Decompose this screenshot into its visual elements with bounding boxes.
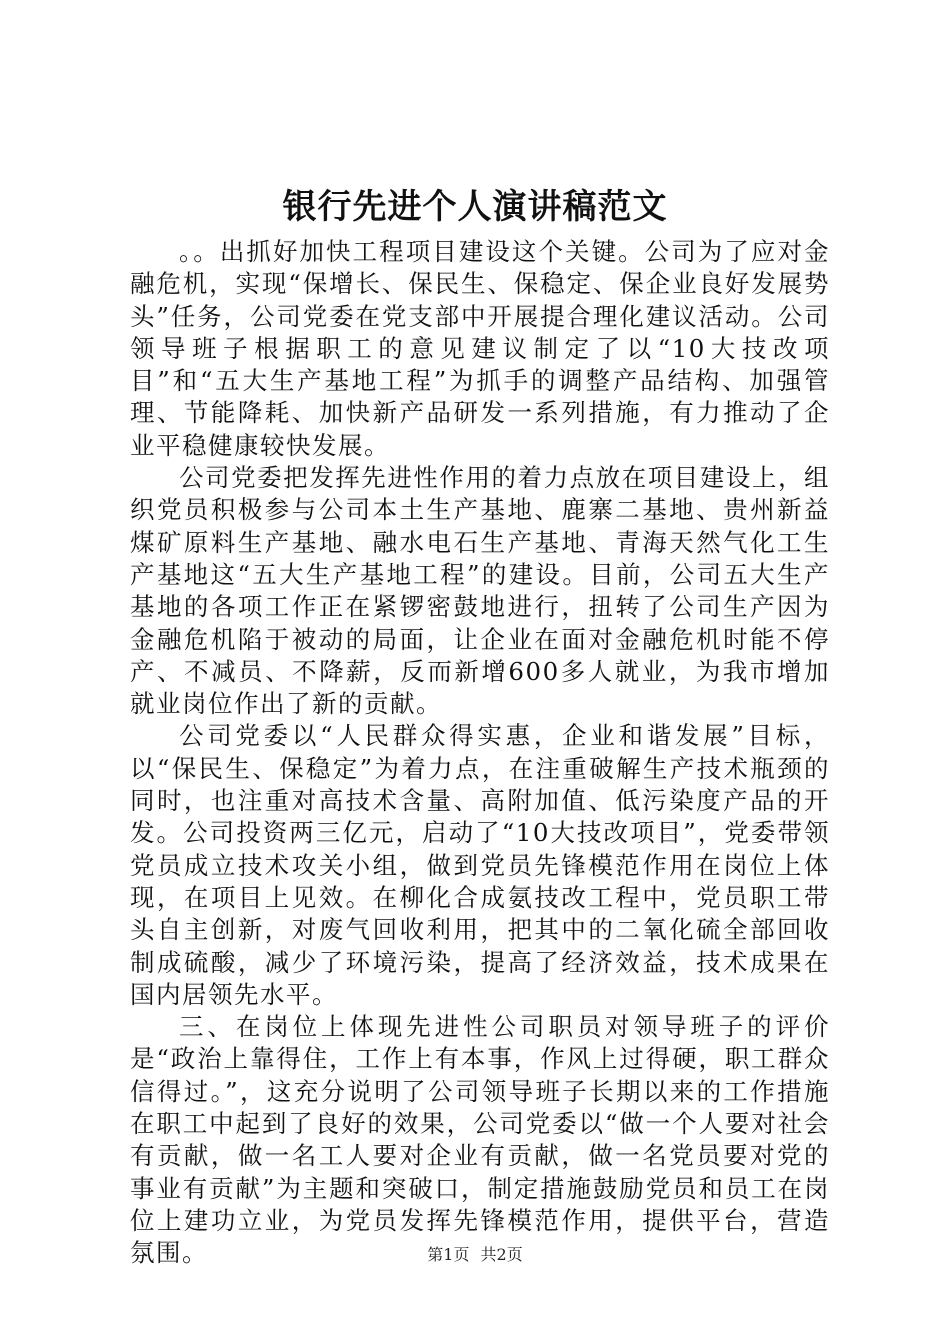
paragraph-1: 。。出抓好加快工程项目建设这个关键。公司为了应对金融危机，实现“保增长、保民生、保稳定、保企业良好发展势头”任务，公司党委在党支部中开展提合理化建议活动。公司领导班子根据职工的意见建议制定了以“10大技改项目”和“五大生产基地工程”为抓手的调整产品结构、加强管理、节能降耗、加快新产品研发一系列措施，有力推动了企业平稳健康较快发展。 (130, 237, 830, 460)
document-title: 银行先进个人演讲稿范文 (282, 187, 668, 227)
document-body (130, 236, 830, 1270)
page-footer (0, 1243, 950, 1267)
paragraph-2: 公司党委把发挥先进性作用的着力点放在项目建设上，组织党员积极参与公司本土生产基地、鹿寨二基地、贵州新益煤矿原料生产基地、融水电石生产基地、青海天然气化工生产基地这“五大生产基地工程”的建设。目前，公司五大生产基地的各项工作正在紧锣密鼓地进行，扭转了公司生产因为金融危机陷于被动的局面，让企业在面对金融危机时能不停产、不减员、不降薪，反而新增600多人就业，为我市增加就业岗位作出了新的贡献。 (130, 463, 830, 719)
paragraph-3: 公司党委以“人民群众得实惠，企业和谐发展”目标，以“保民生、保稳定”为着力点，在注重破解生产技术瓶颈的同时，也注重对高技术含量、高附加值、低污染度产品的开发。公司投资两三亿元，启动了“10大技改项目”，党委带领党员成立技术攻关小组，做到党员先锋模范作用在岗位上体现，在项目上见效。在柳化合成氨技改工程中，党员职工带头自主创新，对废气回收利用，把其中的二氧化硫全部回收制成硫酸，减少了环境污染，提高了经济效益，技术成果在国内居领先水平。 (130, 721, 830, 1009)
paragraph-4: 三、在岗位上体现先进性公司职员对领导班子的评价是“政治上靠得住，工作上有本事，作风上过得硬，职工群众信得过。”，这充分说明了公司领导班子长期以来的工作措施在职工中起到了良好的效果，公司党委以“做一个人要对社会有贡献，做一名工人要对企业有贡献，做一名党员要对党的事业有贡献”为主题和突破口，制定措施鼓励党员和员工在岗位上建功立业，为党员发挥先锋模范作用，提供平台，营造氛围。 (130, 1012, 830, 1268)
total-page-count: 共2页 (480, 1245, 523, 1264)
current-page-number: 第1页 (427, 1245, 470, 1264)
